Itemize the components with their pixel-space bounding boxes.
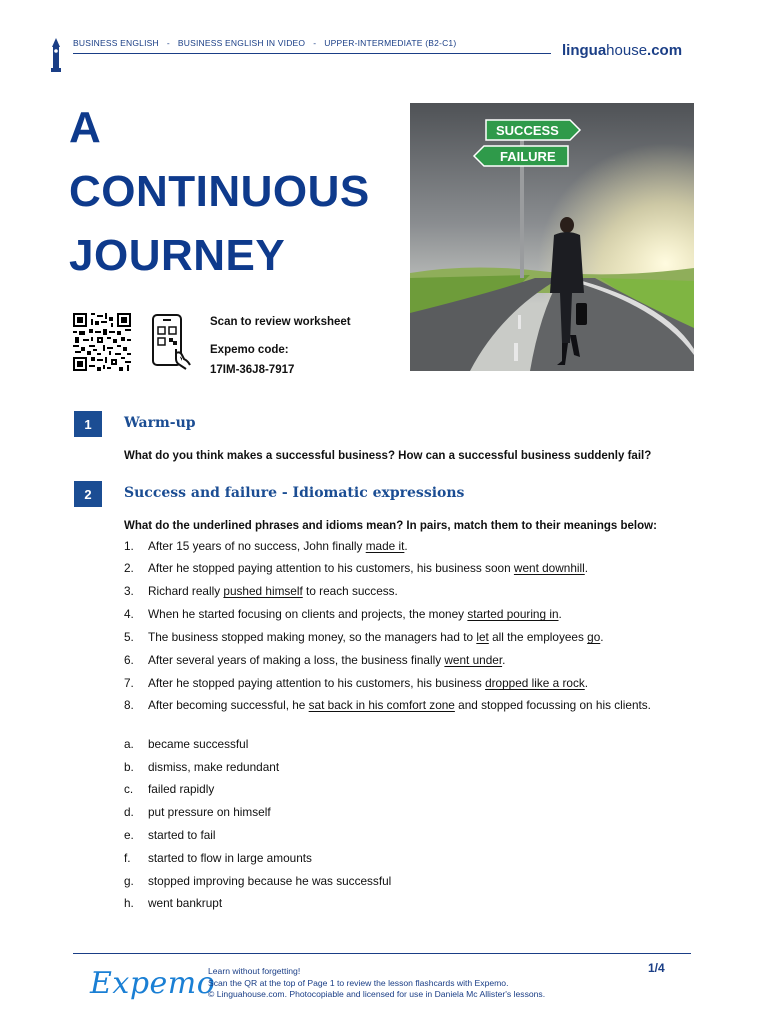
breadcrumb-separator: - [313,38,317,48]
brand-tld: .com [647,42,683,59]
item-number: 8. [124,698,134,712]
item-text: When he started focusing on clients and projects, the money [148,607,468,621]
breadcrumb-separator: - [166,38,170,48]
item-number: 7. [124,676,134,690]
brand-light: house [606,42,648,59]
footer-line: Learn without forgetting! [208,966,301,976]
underlined-phrase: let [476,630,489,644]
footer-line: © Linguahouse.com. Photocopiable and licensed for use in Daniela Mc Allister's lessons. [208,989,546,999]
sign-failure-label: FAILURE [500,149,556,164]
item-text: After becoming successful, he [148,698,309,712]
item-text: became successful [148,737,249,751]
underlined-phrase: went downhill [513,561,585,575]
phone-scan-icon [150,313,192,371]
section-question: What do the underlined phrases and idioms mean? In pairs, match them to their meanings below: [124,520,657,532]
item-text: After he stopped paying attention to his customers, his business [148,676,486,690]
item-text: started to flow in large amounts [148,851,312,865]
section-number: 1 [74,411,102,437]
item-letter: h. [124,896,134,910]
item-text: After several years of making a loss, the business finally [148,653,445,667]
item-number: 4. [124,607,134,621]
underlined-phrase: pushed himself [223,584,303,598]
item-letter: d. [124,805,134,819]
item-text: After he stopped paying attention to his customers, his business soon [148,561,514,575]
title-line: JOURNEY [69,231,286,280]
item-number: 1. [124,539,134,553]
underlined-phrase: dropped like a rock [485,676,585,690]
item-text: went bankrupt [148,896,223,910]
item-number: 5. [124,630,134,644]
expemo-code: 17IM-36J8-7917 [210,364,295,376]
breadcrumb-item[interactable]: BUSINESS ENGLISH [73,38,159,48]
item-text: all the employees [488,630,588,644]
section-title: Success and failure - Idiomatic expressions [124,485,465,501]
item-text: . [584,676,589,690]
item-text: dismiss, make redundant [148,760,280,774]
underlined-phrase: go [587,630,601,644]
header-divider [73,53,551,54]
item-letter: e. [124,828,134,842]
breadcrumb-item[interactable]: UPPER-INTERMEDIATE (B2-C1) [324,38,457,48]
meaning-list [124,736,524,916]
big-ben-icon [50,38,62,72]
title-line: CONTINUOUS [69,167,370,216]
item-text: failed rapidly [148,782,215,796]
item-text: . [558,607,562,621]
breadcrumb-item[interactable]: BUSINESS ENGLISH IN VIDEO [177,38,306,48]
item-text: Richard really [148,584,224,598]
item-text: to reach success. [302,584,398,598]
section-number: 2 [74,481,102,507]
sentence-list [124,538,684,718]
breadcrumb [73,38,456,48]
item-letter: c. [124,782,134,796]
footer-divider [73,953,691,954]
underlined-phrase: sat back in his comfort zone [308,698,455,712]
item-text: . [600,630,604,644]
section-question: What do you think makes a successful business? How can a successful business suddenly fail? [124,450,652,462]
item-text: After 15 years of no success, John finally [148,539,366,553]
brand-logo[interactable] [562,42,682,59]
item-number: 3. [124,584,134,598]
item-letter: g. [124,874,134,888]
item-text: . [404,539,408,553]
hero-image [410,103,694,371]
brand-bold: lingua [562,42,607,59]
underlined-phrase: started pouring in [467,607,559,621]
scan-label: Scan to review worksheet [210,316,351,328]
page-number: 1/4 [648,961,665,975]
footer-line: Scan the QR at the top of Page 1 to review the lesson flashcards with Expemo. [208,977,509,988]
item-letter: f. [124,851,131,865]
item-text: . [584,561,589,575]
item-letter: b. [124,760,134,774]
item-text: The business stopped making money, so the managers had to [148,630,477,644]
item-number: 6. [124,653,134,667]
qr-code-icon[interactable] [72,313,132,371]
sign-success-label: SUCCESS [496,123,559,138]
item-text: . [502,653,506,667]
expemo-code-label: Expemo code: [210,344,289,356]
item-letter: a. [124,737,134,751]
page-title [69,96,399,288]
title-line: A [69,103,102,152]
section-title: Warm-up [124,415,196,431]
item-text: and stopped focussing on his clients. [454,698,651,712]
item-text: stopped improving because he was successful [148,874,392,888]
scan-info [210,314,351,378]
item-text: put pressure on himself [148,805,271,819]
underlined-phrase: went under [444,653,503,667]
footer-text [208,966,545,1001]
item-text: started to fail [148,828,216,842]
underlined-phrase: made it [365,539,405,553]
item-number: 2. [124,561,134,575]
expemo-logo[interactable]: Expemo [90,966,216,1001]
